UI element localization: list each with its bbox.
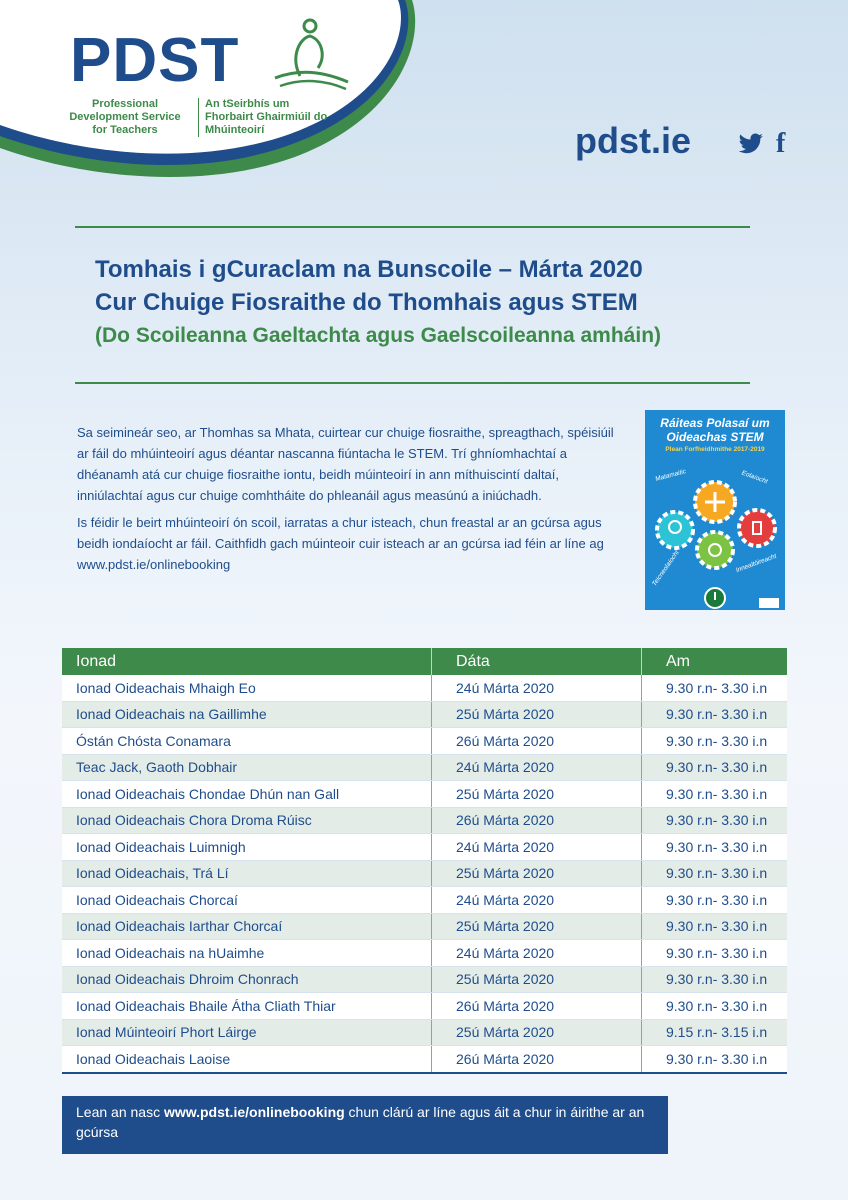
cell-time: 9.30 r.n- 3.30 i.n [642,834,788,861]
cell-date: 25ú Márta 2020 [432,966,642,993]
cell-date: 25ú Márta 2020 [432,781,642,808]
cell-venue: Ionad Oideachais Iarthar Chorcaí [62,913,432,940]
table-row [62,728,787,755]
cell-time: 9.30 r.n- 3.30 i.n [642,860,788,887]
intro-paragraph-2: Is féidir le beirt mhúinteoirí ón scoil, iarratas a chur isteach, chun freastal ar an gcúrsa agus beidh iondaíocht ar fáil. Caithfidh gach múinteoir cuir isteach ar an gcúrsa iad féin ar líne ag www.pdst.ie/onlinebooking [77,515,604,572]
table-row [62,993,787,1020]
cell-venue: Óstán Chósta Conamara [62,728,432,755]
facebook-icon[interactable]: f [776,128,786,159]
logo-tagline-ga: An tSeirbhís um Fhorbairt Ghairmiúil do Mhúinteoirí [198,98,330,137]
poster-title: Ráiteas Polasaí um Oideachas STEM [660,416,770,444]
cell-date: 24ú Márta 2020 [432,834,642,861]
title-line-2: Cur Chuige Fiosraithe do Thomhais agus STEM [95,289,638,316]
schedule-header-row [62,648,787,675]
website-link[interactable]: pdst.ie [575,120,692,161]
table-row [62,1046,787,1073]
cell-date: 26ú Márta 2020 [432,807,642,834]
cell-venue: Ionad Múinteoirí Phort Láirge [62,1019,432,1046]
banner-suffix: chun clárú ar líne agus áit a chur in áirithe ar an gcúrsa [76,1104,645,1140]
table-row [62,701,787,728]
social-links [738,128,785,160]
schedule-table [62,648,787,1074]
cell-date: 25ú Márta 2020 [432,860,642,887]
cell-date: 24ú Márta 2020 [432,754,642,781]
table-row [62,834,787,861]
table-row [62,913,787,940]
cell-date: 25ú Márta 2020 [432,701,642,728]
cell-time: 9.30 r.n- 3.30 i.n [642,1046,788,1073]
cell-time: 9.30 r.n- 3.30 i.n [642,887,788,914]
intro-paragraph-1: Sa seimineár seo, ar Thomhas sa Mhata, cuirtear cur chuige fiosraithe, spreagthach, spéisiúil ar fáil do mhúinteoirí agus déantar nascanna fiúntacha le STEM. Trí ghníomhachtaí a dhéanamh atá cur chuige fiosraithe iontu, beidh múinteoirí in ann míthuiscintí daltaí, inniúlachtaí agus cur chuige comhtháite do phleanáil agus measúnú a iniúchadh. [77,425,614,503]
cell-date: 26ú Márta 2020 [432,728,642,755]
cell-venue: Ionad Oideachais Dhroim Chonrach [62,966,432,993]
cell-venue: Teac Jack, Gaoth Dobhair [62,754,432,781]
header-ionad: Ionad [62,648,432,675]
logo-tagline-en: Professional Development Service for Teachers [69,98,181,136]
cell-date: 24ú Márta 2020 [432,940,642,967]
header-am: Am [642,648,788,675]
poster-tag-innealtoireacht: Innealtóireacht [735,552,778,575]
cell-venue: Ionad Oideachais Chora Droma Rúisc [62,807,432,834]
cell-time: 9.30 r.n- 3.30 i.n [642,913,788,940]
booking-link[interactable]: www.pdst.ie/onlinebooking [163,1104,345,1120]
table-row [62,675,787,701]
cell-time: 9.30 r.n- 3.30 i.n [642,993,788,1020]
header-data: Dáta [432,648,642,675]
title-block [95,253,795,351]
cell-venue: Ionad Oideachais Luimnigh [62,834,432,861]
cell-venue: Ionad Oideachais Bhaile Átha Cliath Thiar [62,993,432,1020]
title-line-3: (Do Scoileanna Gaeltachta agus Gaelscoileanna amháin) [95,324,662,347]
banner-prefix: Lean an nasc [76,1104,164,1120]
cell-date: 26ú Márta 2020 [432,1046,642,1073]
cell-venue: Ionad Oideachais Chorcaí [62,887,432,914]
cell-time: 9.30 r.n- 3.30 i.n [642,701,788,728]
table-row [62,807,787,834]
cell-time: 9.30 r.n- 3.30 i.n [642,675,788,701]
cell-venue: Ionad Oideachais Mhaigh Eo [62,675,432,701]
poster-tag-teicneolaiocht: Teicneolaíocht [651,549,681,588]
poster-tag-matamaitic: Matamaitic [654,468,687,483]
stem-policy-poster [645,410,785,610]
poster-subtitle: Plean Forfheidhmithe 2017-2019 [665,446,765,453]
cell-date: 24ú Márta 2020 [432,675,642,701]
cell-time: 9.30 r.n- 3.30 i.n [642,754,788,781]
title-bottom-rule [75,382,750,384]
cell-venue: Ionad Oideachais na Gaillimhe [62,701,432,728]
table-row [62,940,787,967]
twitter-icon[interactable] [738,133,764,155]
cell-time: 9.30 r.n- 3.30 i.n [642,807,788,834]
booking-banner [62,1096,668,1154]
cell-date: 25ú Márta 2020 [432,1019,642,1046]
schedule-body [62,675,787,1073]
gears-icon [645,410,785,610]
table-row [62,754,787,781]
logo-figure-icon [270,16,350,96]
table-row [62,1019,787,1046]
cell-time: 9.30 r.n- 3.30 i.n [642,728,788,755]
cell-venue: Ionad Oideachais Laoise [62,1046,432,1073]
cell-venue: Ionad Oideachais Chondae Dhún nan Gall [62,781,432,808]
cell-time: 9.30 r.n- 3.30 i.n [642,940,788,967]
title-line-1: Tomhais i gCuraclam na Bunscoile – Márta 2020 [95,256,643,283]
cell-time: 9.30 r.n- 3.30 i.n [642,966,788,993]
table-row [62,781,787,808]
cell-date: 25ú Márta 2020 [432,913,642,940]
cell-venue: Ionad Oideachais, Trá Lí [62,860,432,887]
title-top-rule [75,226,750,228]
table-row [62,966,787,993]
cell-date: 26ú Márta 2020 [432,993,642,1020]
cell-time: 9.30 r.n- 3.30 i.n [642,781,788,808]
cell-date: 24ú Márta 2020 [432,887,642,914]
table-row [62,860,787,887]
cell-venue: Ionad Oideachais na hUaimhe [62,940,432,967]
poster-tag-eolaiocht: Eolaíocht [740,469,769,486]
cell-time: 9.15 r.n- 3.15 i.n [642,1019,788,1046]
logo-wordmark: PDST [70,26,240,95]
table-row [62,887,787,914]
